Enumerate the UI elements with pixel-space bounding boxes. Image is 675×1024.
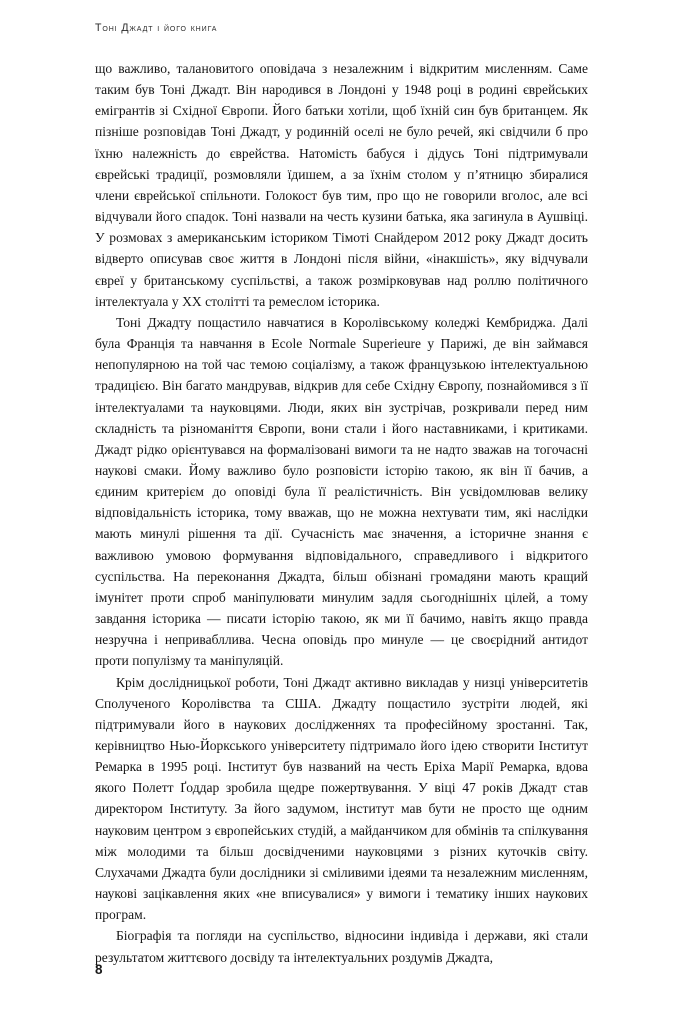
paragraph: що важливо, талановитого оповідача з незалежним і відкритим мисленням. Саме таким був Тоні Джадт. Він народився в Лондоні у 1948 році в родині єврейських емігрантів зі Східної Європи. Його батьки хотіли, щоб їхній син був британцем. Як пізніше розповідав Тоні Джадт, у родинній оселі не було речей, які свідчили б про їхню належність до єврейства. Натомість бабуся і дідусь Тоні підтримували єврейські традиції, розмовляли їдишем, а за їхнім столом у п’ятницю збиралися члени єврейської спільноти. Голокост був тим, про що не говорили вголос, але всі відчували його спадок. Тоні назвали на честь кузини батька, яка загинула в Аушвіці. У розмовах з американським істориком Тімоті Снайдером 2012 року Джадт досить відверто описував своє життя в Лондоні після війни, «інакшість», яку відчували євреї у британському суспільстві, а також розмірковував над роллю політичного інтелектуала у XX столітті та ремеслом історика. — [95, 61, 588, 309]
running-head: Тоні Джадт і його книга — [95, 22, 218, 34]
paragraph: Біографія та погляди на суспільство, відносини індивіда і держави, які стали результатом життєвого досвіду та інтелектуальних роздумів Джадта, — [95, 928, 588, 965]
paragraph: Крім дослідницької роботи, Тоні Джадт активно викладав у низці університетів Сполученого Королівства та США. Джадту пощастило зустріти людей, які підтримували його в наукових дослідженнях та професійному зростанні. Так, керівництво Нью-Йоркського університету підтримало його ідею створити Інститут Ремарка в 1995 році. Інститут був названий на честь Еріха Марії Ремарка, вдова якого Полетт Ґоддар зробила щедре пожертвування. У віці 47 років Джадт став директором Інституту. За його задумом, інститут мав бути не просто ще одним науковим центром з європейських студій, а майданчиком для обмінів та спілкування між молодими та більш досвідченими науковцями з різних куточків світу. Слухачами Джадта були дослідники зі сміливими ідеями та незалежним мисленням, наукові зацікавлення яких «не вписувалися» у вимоги і тематику інших наукових програм. — [95, 674, 588, 923]
body-text-block — [95, 58, 588, 968]
page-number: 8 — [95, 962, 103, 977]
paragraph: Тоні Джадту пощастило навчатися в Королівському коледжі Кембриджа. Далі була Франція та навчання в Ecole Normale Superieure у Парижі, де він займався непопулярною на той час темою соціалізму, а також французькою інтелектуальною традицією. Він багато мандрував, відкрив для себе Східну Європу, познайомився з її інтелектуалами та науковцями. Люди, яких він зустрічав, розкривали перед ним складність та різноманіття Європи, вони стали і його наставниками, і критиками. Джадт рідко орієнтувався на формалізовані вимоги та не надто зважав на тогочасні наукові смаки. Йому важливо було розповісти історію такою, як він її бачив, а єдиним критерієм до оповіді була її реалістичність. Він усвідомлював велику відповідальність історика, тому вважав, що не можна нехтувати тим, які наслідки мають минулі рішення та дії. Сучасність має значення, а історичне знання є важливою умовою формування відповідального, справедливого і відкритого суспільства. На переконання Джадта, більш обізнані громадяни мають кращий імунітет проти спроб маніпулювати минулим задля сьогоднішніх цілей, а тому завдання історика — писати історію такою, як ми її бачимо, навіть якщо правда незручна і непривабллива. Чесна оповідь про минуле — це своєрідний антидот проти популізму та маніпуляцій. — [95, 314, 588, 669]
